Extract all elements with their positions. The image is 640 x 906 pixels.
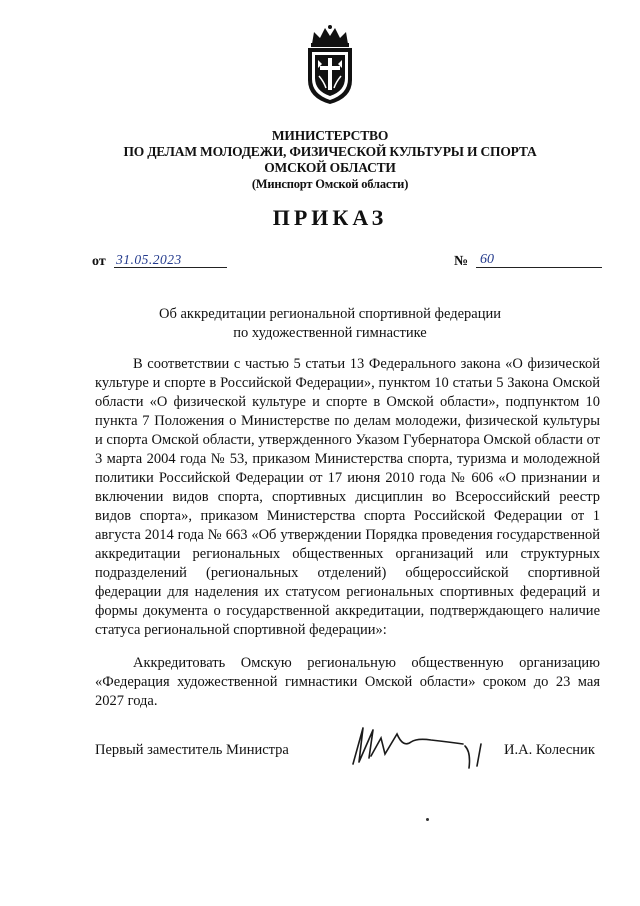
ministry-line-2: ПО ДЕЛАМ МОЛОДЕЖИ, ФИЗИЧЕСКОЙ КУЛЬТУРЫ И СПОРТА — [123, 144, 537, 159]
body-paragraph-decision: Аккредитовать Омскую региональную общественную организацию «Федерация художественной гимнастики Омской области» сроком до 23 мая 2027 года. — [95, 655, 600, 709]
subject-line-2: по художественной гимнастике — [233, 325, 427, 341]
date-label: от — [92, 254, 106, 269]
scan-speck — [426, 818, 429, 821]
ministry-line-1: МИНИСТЕРСТВО — [271, 128, 389, 143]
order-title: ПРИКАЗ — [272, 205, 388, 230]
signer-name: И.А. Колесник — [504, 742, 595, 758]
signer-position: Первый заместитель Министра — [95, 742, 289, 758]
ministry-short-name: (Минспорт Омской области) — [251, 177, 409, 191]
omsk-region-coat-of-arms-icon — [300, 24, 360, 106]
subject-line-1: Об аккредитации региональной спортивной федерации — [159, 306, 501, 322]
number-label: № — [454, 254, 469, 269]
handwritten-signature — [345, 718, 495, 773]
order-date: 31.05.2023 — [114, 252, 227, 268]
ministry-header — [60, 128, 600, 192]
order-number: 60 — [476, 252, 602, 268]
order-subject — [150, 305, 510, 343]
body-paragraph-legal-basis: В соответствии с частью 5 статьи 13 Федерального закона «О физической культуре и спорте в Российской Федерации», пунктом 10 статьи 5 Закона Омской области «О физической культуре и спорте в Омской области», подпунктом 10 пункта 7 Положения о Министерстве по делам молодежи, физической культуры и спорта Омской области, утвержденного Указом Губернатора Омской области от 3 марта 2004 года № 53, приказом Министерства спорта, туризма и молодежной политики Российской Федерации от 17 июня 2010 года № 606 «О признании и включении видов спорта, спортивных дисциплин во Всероссийский реестр видов спорта», приказом Министерства спорта Российской Федерации от 1 августа 2014 года № 663 «Об утверждении Порядка проведения государственной аккредитации региональных общественных организаций или структурных подразделений (региональных отделений) общероссийской спортивной федерации для наделения их статусом региональных спортивных федераций и формы документа о государственной аккредитации, подтверждающего наличие статуса региональной спортивной федерации»: — [95, 356, 600, 638]
ministry-line-3: ОМСКОЙ ОБЛАСТИ — [264, 160, 396, 175]
